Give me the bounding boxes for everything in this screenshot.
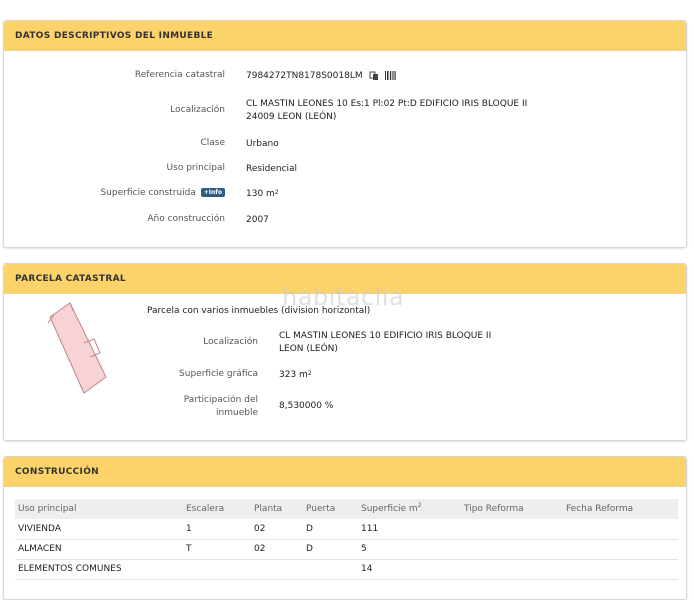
cell-uso: VIVIENDA — [15, 519, 183, 539]
cell-fecha-reforma — [563, 539, 678, 559]
cell-uso: ALMACEN — [15, 539, 183, 559]
referencia-label: Referencia catastral — [134, 70, 225, 80]
col-fecha-reforma: Fecha Reforma — [563, 499, 678, 519]
cell-escalera: 1 — [183, 519, 251, 539]
uso-principal-value: Residencial — [246, 164, 297, 174]
referencia-value-wrap — [246, 70, 396, 83]
col-uso-principal: Uso principal — [15, 499, 183, 519]
cell-puerta — [303, 559, 358, 579]
cell-escalera — [183, 559, 251, 579]
anio-construccion-label: Año construcción — [147, 214, 225, 224]
cell-superficie: 5 — [358, 539, 461, 559]
cell-fecha-reforma — [563, 519, 678, 539]
cell-fecha-reforma — [563, 559, 678, 579]
superficie-construida-label: Superficie construida — [100, 188, 196, 198]
datos-descriptivos-panel — [3, 20, 687, 248]
parcel-map-image[interactable] — [40, 301, 112, 397]
cell-planta — [251, 559, 303, 579]
localizacion-line2: 24009 LEON (LEÓN) — [246, 112, 337, 122]
cell-escalera: T — [183, 539, 251, 559]
localizacion-value — [246, 98, 527, 124]
col-puerta: Puerta — [303, 499, 358, 519]
participacion-label — [4, 394, 258, 420]
col-superficie — [358, 499, 461, 519]
clase-value: Urbano — [246, 139, 279, 149]
participacion-label-line1: Participación del — [183, 395, 258, 405]
construccion-title: CONSTRUCCIÓN — [4, 457, 686, 487]
construccion-panel — [3, 456, 687, 600]
referencia-value: 7984272TN8178S0018LM — [246, 71, 363, 81]
col-planta: Planta — [251, 499, 303, 519]
superficie-construida-unit-sup: 2 — [274, 189, 279, 196]
construccion-table — [15, 499, 678, 580]
cell-superficie: 14 — [358, 559, 461, 579]
participacion-label-line2: inmueble — [216, 408, 258, 418]
cell-planta: 02 — [251, 519, 303, 539]
localizacion-label: Localización — [170, 105, 225, 115]
parcela-localizacion-line2: LEON (LEÓN) — [279, 344, 338, 354]
table-row — [15, 539, 678, 559]
table-row — [15, 559, 678, 579]
cell-uso: ELEMENTOS COMUNES — [15, 559, 183, 579]
anio-construccion-value: 2007 — [246, 215, 269, 225]
cell-superficie: 111 — [358, 519, 461, 539]
cell-tipo-reforma — [461, 559, 563, 579]
superficie-grafica-unit-sup: 2 — [307, 370, 312, 377]
superficie-construida-label-wrap — [4, 188, 225, 198]
clase-label: Clase — [200, 138, 225, 148]
col-superficie-label: Superficie m — [361, 504, 418, 514]
cell-tipo-reforma — [461, 539, 563, 559]
superficie-grafica-value-wrap — [279, 369, 312, 382]
parcela-localizacion-line1: CL MASTIN LEONES 10 EDIFICIO IRIS BLOQUE II — [279, 331, 492, 341]
participacion-value: 8,530000 % — [279, 401, 334, 411]
datos-descriptivos-title: DATOS DESCRIPTIVOS DEL INMUEBLE — [4, 21, 686, 51]
cell-tipo-reforma — [461, 519, 563, 539]
table-header-row — [15, 499, 678, 519]
habitaclia-watermark: habitaclia — [282, 283, 405, 311]
superficie-grafica-label: Superficie gráfica — [179, 369, 258, 379]
cell-puerta: D — [303, 539, 358, 559]
info-badge-button[interactable]: +Info — [201, 188, 225, 197]
superficie-construida-value: 130 m — [246, 189, 275, 199]
parcela-catastral-title: PARCELA CATASTRAL — [4, 264, 686, 294]
parcela-localizacion-label: Localización — [203, 337, 258, 347]
cell-planta: 02 — [251, 539, 303, 559]
cell-puerta: D — [303, 519, 358, 539]
parcela-localizacion-value — [279, 330, 491, 356]
table-row — [15, 519, 678, 539]
superficie-construida-value-wrap — [246, 188, 279, 201]
col-tipo-reforma: Tipo Reforma — [461, 499, 563, 519]
col-superficie-unit-sup: 2 — [417, 502, 422, 509]
localizacion-line1: CL MASTIN LEONES 10 Es:1 Pl:02 Pt:D EDIFICIO IRIS BLOQUE II — [246, 99, 528, 109]
barcode-icon[interactable] — [385, 71, 396, 80]
parcela-subtitle: Parcela con varios inmuebles (division horizontal) — [147, 306, 371, 316]
uso-principal-label: Uso principal — [166, 163, 225, 173]
col-escalera: Escalera — [183, 499, 251, 519]
copy-icon[interactable] — [369, 71, 379, 81]
superficie-grafica-value: 323 m — [279, 370, 308, 380]
